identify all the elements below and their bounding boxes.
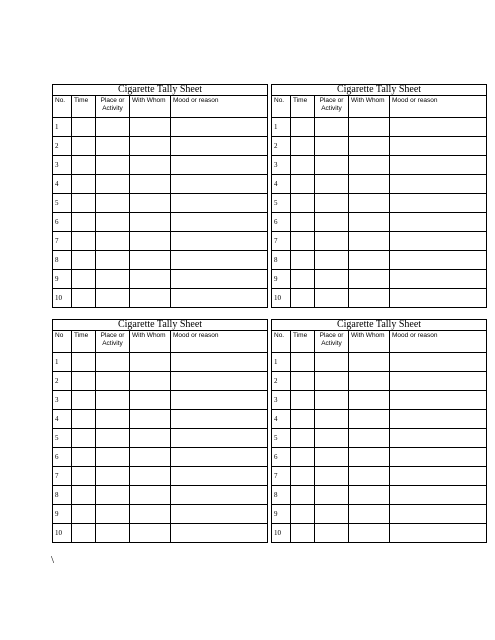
row-number: 1 bbox=[53, 353, 72, 372]
tally-cell[interactable] bbox=[349, 270, 390, 289]
row-number: 1 bbox=[272, 118, 291, 137]
row-number: 8 bbox=[53, 251, 72, 270]
row-number: 1 bbox=[272, 353, 291, 372]
row-number: 3 bbox=[53, 391, 72, 410]
tally-cell[interactable] bbox=[315, 410, 349, 429]
tally-cell[interactable] bbox=[171, 505, 268, 524]
tally-cell[interactable] bbox=[315, 118, 349, 137]
row-number: 3 bbox=[272, 391, 291, 410]
tally-cell[interactable] bbox=[130, 156, 171, 175]
tally-cell[interactable] bbox=[72, 353, 96, 372]
row-number: 8 bbox=[272, 251, 291, 270]
tally-cell[interactable] bbox=[349, 486, 390, 505]
row-number: 6 bbox=[53, 213, 72, 232]
tally-cell[interactable] bbox=[171, 232, 268, 251]
column-header: Place or Activity bbox=[315, 96, 349, 118]
table-row bbox=[272, 156, 487, 175]
tally-cell[interactable] bbox=[171, 270, 268, 289]
sheet-title: Cigarette Tally Sheet bbox=[53, 320, 268, 331]
sheet-title: Cigarette Tally Sheet bbox=[272, 85, 487, 96]
table-row bbox=[272, 524, 487, 543]
row-number: 8 bbox=[272, 486, 291, 505]
tally-cell[interactable] bbox=[315, 194, 349, 213]
tally-cell[interactable] bbox=[96, 194, 130, 213]
row-number: 6 bbox=[272, 448, 291, 467]
table-row bbox=[53, 353, 268, 372]
tally-cell[interactable] bbox=[72, 194, 96, 213]
row-number: 5 bbox=[53, 194, 72, 213]
tally-cell[interactable] bbox=[96, 467, 130, 486]
tally-cell[interactable] bbox=[72, 270, 96, 289]
table-row bbox=[272, 467, 487, 486]
row-number: 7 bbox=[53, 232, 72, 251]
tally-cell[interactable] bbox=[72, 289, 96, 308]
tally-cell[interactable] bbox=[315, 467, 349, 486]
tally-cell[interactable] bbox=[130, 118, 171, 137]
tally-cell[interactable] bbox=[130, 251, 171, 270]
tally-cell[interactable] bbox=[130, 391, 171, 410]
tally-cell[interactable] bbox=[130, 137, 171, 156]
tally-cell[interactable] bbox=[291, 372, 315, 391]
tally-cell[interactable] bbox=[72, 524, 96, 543]
table-row bbox=[53, 289, 268, 308]
tally-cell[interactable] bbox=[315, 505, 349, 524]
table-row bbox=[53, 410, 268, 429]
column-header: No. bbox=[272, 96, 291, 118]
tally-cell[interactable] bbox=[349, 118, 390, 137]
table-row bbox=[53, 429, 268, 448]
tally-cell[interactable] bbox=[96, 251, 130, 270]
tally-cell[interactable] bbox=[130, 410, 171, 429]
tally-cell[interactable] bbox=[171, 391, 268, 410]
tally-cell[interactable] bbox=[96, 391, 130, 410]
tally-cell[interactable] bbox=[349, 156, 390, 175]
row-number: 4 bbox=[272, 410, 291, 429]
tally-cell[interactable] bbox=[291, 289, 315, 308]
table-row bbox=[53, 391, 268, 410]
tally-cell[interactable] bbox=[72, 448, 96, 467]
column-header: Mood or reason bbox=[171, 96, 268, 118]
tally-cell[interactable] bbox=[315, 429, 349, 448]
tally-cell[interactable] bbox=[390, 372, 487, 391]
tally-cell[interactable] bbox=[315, 213, 349, 232]
table-row bbox=[272, 137, 487, 156]
tally-cell[interactable] bbox=[130, 505, 171, 524]
row-number: 6 bbox=[53, 448, 72, 467]
row-number: 10 bbox=[53, 289, 72, 308]
tally-cell[interactable] bbox=[349, 175, 390, 194]
table-row bbox=[272, 175, 487, 194]
tally-cell[interactable] bbox=[171, 118, 268, 137]
tally-cell[interactable] bbox=[349, 467, 390, 486]
tally-cell[interactable] bbox=[291, 524, 315, 543]
tally-cell[interactable] bbox=[390, 429, 487, 448]
row-number: 4 bbox=[53, 410, 72, 429]
tally-cell[interactable] bbox=[72, 137, 96, 156]
tally-cell[interactable] bbox=[315, 448, 349, 467]
sheet-title: Cigarette Tally Sheet bbox=[272, 320, 487, 331]
stray-backslash: \ bbox=[51, 554, 55, 566]
table-row bbox=[272, 391, 487, 410]
column-header: Place or Activity bbox=[96, 331, 130, 353]
tally-cell[interactable] bbox=[315, 175, 349, 194]
tally-cell[interactable] bbox=[349, 251, 390, 270]
table-row bbox=[272, 251, 487, 270]
tally-cell[interactable] bbox=[72, 410, 96, 429]
row-number: 2 bbox=[272, 372, 291, 391]
tally-cell[interactable] bbox=[130, 486, 171, 505]
tally-cell[interactable] bbox=[349, 524, 390, 543]
tally-cell[interactable] bbox=[390, 353, 487, 372]
tally-cell[interactable] bbox=[130, 524, 171, 543]
tally-cell[interactable] bbox=[291, 467, 315, 486]
column-header: Mood or reason bbox=[171, 331, 268, 353]
column-header: Place or Activity bbox=[96, 96, 130, 118]
tally-cell[interactable] bbox=[315, 270, 349, 289]
tally-cell[interactable] bbox=[96, 353, 130, 372]
tally-cell[interactable] bbox=[349, 353, 390, 372]
tally-cell[interactable] bbox=[130, 289, 171, 308]
tally-cell[interactable] bbox=[171, 251, 268, 270]
tally-cell[interactable] bbox=[171, 467, 268, 486]
table-row bbox=[272, 486, 487, 505]
column-header: Time bbox=[291, 96, 315, 118]
tally-cell[interactable] bbox=[349, 410, 390, 429]
tally-cell[interactable] bbox=[72, 429, 96, 448]
row-number: 7 bbox=[272, 467, 291, 486]
row-number: 7 bbox=[53, 467, 72, 486]
tally-cell[interactable] bbox=[315, 232, 349, 251]
tally-cell[interactable] bbox=[390, 232, 487, 251]
tally-cell[interactable] bbox=[72, 156, 96, 175]
row-number: 9 bbox=[272, 270, 291, 289]
tally-cell[interactable] bbox=[130, 429, 171, 448]
tally-cell[interactable] bbox=[315, 524, 349, 543]
tally-cell[interactable] bbox=[291, 429, 315, 448]
tally-cell[interactable] bbox=[171, 156, 268, 175]
table-row bbox=[53, 232, 268, 251]
row-number: 5 bbox=[272, 194, 291, 213]
table-row bbox=[272, 194, 487, 213]
column-header: No. bbox=[272, 331, 291, 353]
tally-cell[interactable] bbox=[390, 118, 487, 137]
tally-cell[interactable] bbox=[130, 175, 171, 194]
row-number: 2 bbox=[53, 372, 72, 391]
tally-cell[interactable] bbox=[72, 251, 96, 270]
tally-cell[interactable] bbox=[291, 156, 315, 175]
column-header: Time bbox=[72, 96, 96, 118]
tally-cell[interactable] bbox=[390, 194, 487, 213]
tally-cell[interactable] bbox=[130, 353, 171, 372]
column-header: Mood or reason bbox=[390, 331, 487, 353]
tally-cell[interactable] bbox=[72, 175, 96, 194]
tally-cell[interactable] bbox=[390, 410, 487, 429]
table-row bbox=[53, 505, 268, 524]
table-row bbox=[272, 372, 487, 391]
table-row bbox=[272, 353, 487, 372]
tally-cell[interactable] bbox=[130, 194, 171, 213]
row-number: 6 bbox=[272, 213, 291, 232]
column-header: Time bbox=[291, 331, 315, 353]
tally-cell[interactable] bbox=[171, 213, 268, 232]
tally-cell[interactable] bbox=[390, 391, 487, 410]
column-header: No. bbox=[53, 96, 72, 118]
tally-cell[interactable] bbox=[291, 270, 315, 289]
tally-cell[interactable] bbox=[96, 213, 130, 232]
table-row bbox=[272, 410, 487, 429]
tally-cell[interactable] bbox=[291, 353, 315, 372]
tally-cell[interactable] bbox=[390, 486, 487, 505]
tally-cell[interactable] bbox=[96, 505, 130, 524]
tally-cell[interactable] bbox=[390, 448, 487, 467]
tally-cell[interactable] bbox=[349, 213, 390, 232]
tally-cell[interactable] bbox=[349, 372, 390, 391]
tally-cell[interactable] bbox=[96, 137, 130, 156]
tally-cell[interactable] bbox=[96, 448, 130, 467]
tally-cell[interactable] bbox=[349, 505, 390, 524]
table-row bbox=[53, 194, 268, 213]
table-row bbox=[53, 524, 268, 543]
table-row bbox=[53, 467, 268, 486]
tally-cell[interactable] bbox=[390, 270, 487, 289]
tally-cell[interactable] bbox=[315, 391, 349, 410]
tally-cell[interactable] bbox=[171, 175, 268, 194]
tally-cell[interactable] bbox=[96, 289, 130, 308]
table-row bbox=[272, 289, 487, 308]
tally-sheet-3 bbox=[52, 319, 268, 543]
row-number: 10 bbox=[272, 524, 291, 543]
tally-cell[interactable] bbox=[96, 524, 130, 543]
row-number: 5 bbox=[53, 429, 72, 448]
table-row bbox=[272, 232, 487, 251]
table-row bbox=[53, 137, 268, 156]
tally-cell[interactable] bbox=[96, 232, 130, 251]
column-header: Mood or reason bbox=[390, 96, 487, 118]
tally-cell[interactable] bbox=[291, 213, 315, 232]
table-row bbox=[272, 448, 487, 467]
tally-cell[interactable] bbox=[390, 175, 487, 194]
tally-cell[interactable] bbox=[96, 118, 130, 137]
table-row bbox=[53, 213, 268, 232]
tally-sheet-4 bbox=[271, 319, 487, 543]
row-number: 10 bbox=[272, 289, 291, 308]
tally-cell[interactable] bbox=[171, 137, 268, 156]
row-number: 10 bbox=[53, 524, 72, 543]
tally-cell[interactable] bbox=[390, 467, 487, 486]
table-row bbox=[272, 213, 487, 232]
table-row bbox=[53, 270, 268, 289]
row-number: 9 bbox=[53, 505, 72, 524]
tally-cell[interactable] bbox=[349, 137, 390, 156]
column-header: With Whom bbox=[349, 96, 390, 118]
table-row bbox=[272, 118, 487, 137]
table-row bbox=[53, 118, 268, 137]
row-number: 2 bbox=[53, 137, 72, 156]
tally-cell[interactable] bbox=[72, 391, 96, 410]
table-row bbox=[53, 448, 268, 467]
row-number: 4 bbox=[53, 175, 72, 194]
table-row bbox=[53, 251, 268, 270]
tally-cell[interactable] bbox=[349, 448, 390, 467]
table-row bbox=[53, 156, 268, 175]
tally-cell[interactable] bbox=[315, 486, 349, 505]
column-header: With Whom bbox=[130, 96, 171, 118]
tally-cell[interactable] bbox=[171, 353, 268, 372]
tally-cell[interactable] bbox=[291, 391, 315, 410]
tally-cell[interactable] bbox=[96, 410, 130, 429]
tally-cell[interactable] bbox=[96, 175, 130, 194]
tally-cell[interactable] bbox=[390, 251, 487, 270]
tally-cell[interactable] bbox=[130, 448, 171, 467]
tally-cell[interactable] bbox=[171, 524, 268, 543]
tally-cell[interactable] bbox=[315, 289, 349, 308]
tally-cell[interactable] bbox=[390, 289, 487, 308]
tally-cell[interactable] bbox=[96, 429, 130, 448]
tally-cell[interactable] bbox=[390, 137, 487, 156]
tally-cell[interactable] bbox=[72, 118, 96, 137]
tally-cell[interactable] bbox=[291, 251, 315, 270]
row-number: 7 bbox=[272, 232, 291, 251]
tally-cell[interactable] bbox=[291, 232, 315, 251]
tally-cell[interactable] bbox=[130, 232, 171, 251]
tally-cell[interactable] bbox=[291, 137, 315, 156]
column-header: With Whom bbox=[349, 331, 390, 353]
tally-cell[interactable] bbox=[72, 232, 96, 251]
tally-cell[interactable] bbox=[72, 372, 96, 391]
row-number: 4 bbox=[272, 175, 291, 194]
table-row bbox=[272, 429, 487, 448]
table-row bbox=[53, 175, 268, 194]
tally-sheet-2 bbox=[271, 84, 487, 308]
table-row bbox=[272, 270, 487, 289]
table-row bbox=[272, 505, 487, 524]
column-header: No bbox=[53, 331, 72, 353]
tally-cell[interactable] bbox=[96, 372, 130, 391]
row-number: 9 bbox=[53, 270, 72, 289]
tally-cell[interactable] bbox=[72, 505, 96, 524]
tally-cell[interactable] bbox=[171, 448, 268, 467]
row-number: 5 bbox=[272, 429, 291, 448]
tally-cell[interactable] bbox=[291, 118, 315, 137]
tally-cell[interactable] bbox=[96, 156, 130, 175]
tally-cell[interactable] bbox=[171, 486, 268, 505]
tally-cell[interactable] bbox=[291, 448, 315, 467]
tally-cell[interactable] bbox=[315, 156, 349, 175]
tally-cell[interactable] bbox=[315, 353, 349, 372]
tally-cell[interactable] bbox=[390, 213, 487, 232]
tally-cell[interactable] bbox=[72, 467, 96, 486]
row-number: 3 bbox=[272, 156, 291, 175]
tally-cell[interactable] bbox=[349, 391, 390, 410]
column-header: Time bbox=[72, 331, 96, 353]
tally-cell[interactable] bbox=[315, 251, 349, 270]
column-header: Place or Activity bbox=[315, 331, 349, 353]
tally-cell[interactable] bbox=[171, 372, 268, 391]
tally-cell[interactable] bbox=[130, 213, 171, 232]
tally-cell[interactable] bbox=[349, 194, 390, 213]
tally-cell[interactable] bbox=[291, 410, 315, 429]
tally-cell[interactable] bbox=[390, 524, 487, 543]
tally-cell[interactable] bbox=[171, 194, 268, 213]
tally-cell[interactable] bbox=[72, 486, 96, 505]
tally-cell[interactable] bbox=[130, 372, 171, 391]
column-header: With Whom bbox=[130, 331, 171, 353]
tally-cell[interactable] bbox=[349, 232, 390, 251]
tally-cell[interactable] bbox=[291, 486, 315, 505]
tally-cell[interactable] bbox=[96, 270, 130, 289]
tally-cell[interactable] bbox=[171, 429, 268, 448]
sheet-title: Cigarette Tally Sheet bbox=[53, 85, 268, 96]
tally-cell[interactable] bbox=[390, 505, 487, 524]
tally-cell[interactable] bbox=[349, 289, 390, 308]
tally-cell[interactable] bbox=[349, 429, 390, 448]
tally-cell[interactable] bbox=[291, 175, 315, 194]
tally-cell[interactable] bbox=[72, 213, 96, 232]
tally-cell[interactable] bbox=[171, 410, 268, 429]
table-row bbox=[53, 372, 268, 391]
tally-cell[interactable] bbox=[291, 194, 315, 213]
row-number: 9 bbox=[272, 505, 291, 524]
tally-cell[interactable] bbox=[130, 467, 171, 486]
tally-cell[interactable] bbox=[130, 270, 171, 289]
row-number: 1 bbox=[53, 118, 72, 137]
tally-cell[interactable] bbox=[315, 372, 349, 391]
tally-cell[interactable] bbox=[96, 486, 130, 505]
tally-sheet-1 bbox=[52, 84, 268, 308]
table-row bbox=[53, 486, 268, 505]
tally-cell[interactable] bbox=[291, 505, 315, 524]
row-number: 2 bbox=[272, 137, 291, 156]
tally-cell[interactable] bbox=[315, 137, 349, 156]
tally-cell[interactable] bbox=[171, 289, 268, 308]
row-number: 8 bbox=[53, 486, 72, 505]
row-number: 3 bbox=[53, 156, 72, 175]
tally-cell[interactable] bbox=[390, 156, 487, 175]
